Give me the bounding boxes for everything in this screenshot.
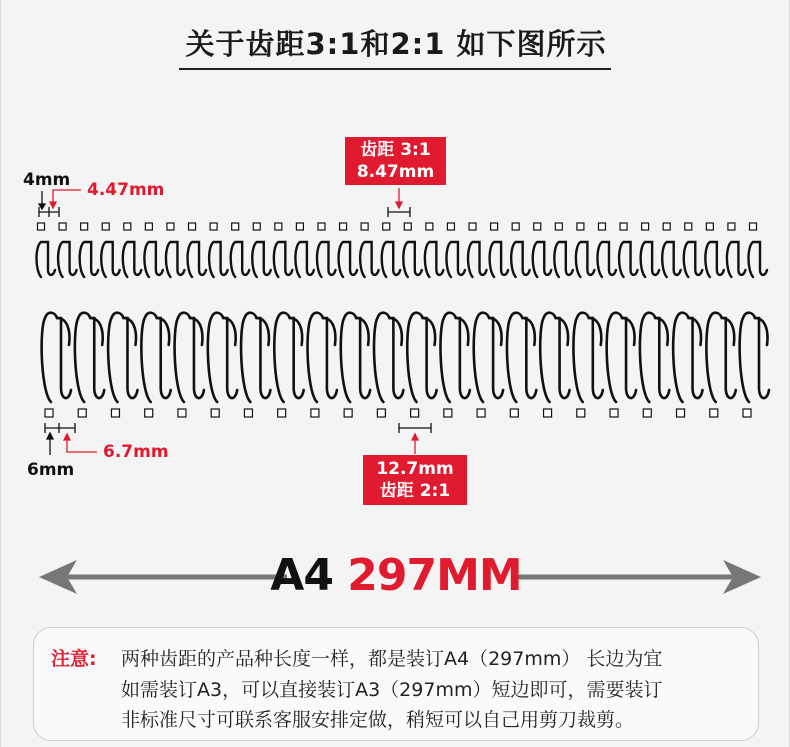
- top-row-wire-loops: [37, 242, 768, 277]
- top-wire-loop: [576, 242, 595, 277]
- top-wire-loop: [231, 242, 250, 277]
- bottom-hole: [145, 409, 153, 417]
- top-wire-loop: [727, 242, 746, 277]
- top-wire-loop: [382, 242, 401, 277]
- bottom-wire-hook: [290, 318, 303, 345]
- top-wire-loop: [144, 242, 163, 277]
- top-hole: [685, 223, 692, 230]
- bottom-hole: [444, 409, 452, 417]
- bottom-wire-hook: [90, 318, 103, 345]
- bottom-wire-hook: [423, 318, 436, 345]
- bottom-hole: [710, 409, 718, 417]
- top-hole: [189, 223, 196, 230]
- top-hole: [59, 223, 66, 230]
- bottom-hole: [311, 409, 319, 417]
- bottom-hole: [577, 409, 585, 417]
- top-wire-loop: [360, 242, 379, 277]
- top-row-holes: [38, 223, 757, 230]
- bottom-wire-hook: [57, 318, 70, 345]
- bottom-wire-hook: [190, 318, 203, 345]
- bottom-hole: [677, 409, 685, 417]
- top-wire-loop: [295, 242, 314, 277]
- top-hole-size-label: 4mm: [23, 170, 71, 190]
- bottom-wire-hook: [323, 318, 336, 345]
- top-wire-loop: [705, 242, 724, 277]
- top-wire-loop: [274, 242, 293, 277]
- top-hole: [469, 223, 476, 230]
- top-hole: [340, 223, 347, 230]
- bottom-pitch-ratio: 齿距 2:1: [379, 481, 451, 501]
- top-wire-loop: [123, 242, 141, 277]
- top-hole: [555, 223, 562, 230]
- top-wire-loop: [533, 242, 552, 277]
- bottom-hole: [477, 409, 485, 417]
- top-wire-loop: [166, 242, 185, 277]
- top-wire-loop: [684, 242, 703, 277]
- bottom-wire-hook: [356, 318, 369, 345]
- note-line-1: 两种齿距的产品种长度一样，都是装订A4（297mm） 长边为宜: [121, 648, 663, 670]
- bottom-wire-hook: [223, 318, 236, 345]
- top-hole: [253, 223, 260, 230]
- top-hole: [447, 223, 454, 230]
- length-caption: [1, 550, 790, 601]
- top-hole: [38, 223, 45, 230]
- top-hole: [728, 223, 735, 230]
- top-hole: [426, 223, 433, 230]
- top-wire-loop: [749, 242, 768, 277]
- top-pitch-ratio: 齿距 3:1: [360, 140, 431, 160]
- top-wire-loop: [511, 242, 530, 277]
- top-hole: [598, 223, 605, 230]
- top-hole: [145, 223, 152, 230]
- bottom-hole: [510, 409, 518, 417]
- bottom-row-wire-loops: [42, 313, 769, 402]
- bottom-row-holes: [45, 409, 751, 417]
- bottom-pitch-box: [363, 455, 467, 505]
- top-hole: [404, 223, 411, 230]
- top-hole: [275, 223, 282, 230]
- bottom-hole: [411, 409, 419, 417]
- top-wire-loop: [339, 242, 358, 277]
- bottom-hole: [45, 409, 53, 417]
- bottom-wire-hook: [589, 318, 602, 345]
- top-hole: [383, 223, 390, 230]
- top-wire-loop: [425, 242, 444, 277]
- note-label: 注意:: [51, 648, 97, 670]
- top-wire-loop: [58, 242, 77, 277]
- bottom-wire-hook: [123, 318, 136, 345]
- top-hole: [642, 223, 649, 230]
- top-wire-loop: [317, 242, 336, 277]
- top-hole: [232, 223, 239, 230]
- bottom-hole: [278, 409, 286, 417]
- top-hole: [124, 223, 131, 230]
- top-wire-loop: [252, 242, 271, 277]
- bottom-pitch-value: 12.7mm: [376, 459, 454, 479]
- top-hole: [296, 223, 303, 230]
- top-gap-size-label: 4.47mm: [87, 180, 165, 200]
- top-wire-loop: [641, 242, 660, 277]
- top-wire-loop: [446, 242, 465, 277]
- bottom-wire-hook: [655, 318, 668, 345]
- bottom-hole-size-label: 6mm: [27, 460, 75, 480]
- bottom-hole: [544, 409, 552, 417]
- note-line-2: 如需装订A3，可以直接装订A3（297mm）短边即可，需要装订: [121, 679, 663, 701]
- bottom-hole: [178, 409, 186, 417]
- bottom-hole: [211, 409, 219, 417]
- top-wire-loop: [619, 242, 638, 277]
- top-hole: [81, 223, 88, 230]
- top-wire-loop: [468, 242, 487, 277]
- bottom-wire-hook: [157, 318, 170, 345]
- top-hole: [534, 223, 541, 230]
- top-wire-loop: [490, 242, 509, 277]
- bottom-hole: [377, 409, 385, 417]
- top-hole: [491, 223, 498, 230]
- bottom-wire-hook: [456, 318, 469, 345]
- length-value: 297MM: [347, 550, 522, 601]
- top-wire-loop: [662, 242, 681, 277]
- top-hole: [577, 223, 584, 230]
- bottom-hole: [244, 409, 252, 417]
- bottom-hole: [610, 409, 618, 417]
- bottom-wire-hook: [522, 318, 535, 345]
- bottom-wire-hook: [256, 318, 268, 345]
- top-wire-loop: [554, 242, 573, 277]
- top-pitch-box: [345, 137, 446, 185]
- note-line-3: 非标准尺寸可联系客服安排定做，稍短可以自己用剪刀裁剪。: [121, 709, 635, 731]
- top-hole: [750, 223, 757, 230]
- top-hole: [210, 223, 217, 230]
- top-wire-loop: [597, 242, 616, 277]
- bottom-wire-hook: [755, 318, 768, 345]
- bottom-hole: [643, 409, 651, 417]
- top-wire-loop: [403, 242, 422, 277]
- top-wire-loop: [37, 242, 56, 277]
- length-prefix: A4: [270, 550, 333, 601]
- bottom-wire-hook: [722, 318, 735, 345]
- top-wire-loop: [101, 242, 120, 277]
- top-hole: [318, 223, 325, 230]
- top-pitch-value: 8.47mm: [356, 162, 435, 182]
- top-wire-loop: [80, 242, 99, 277]
- page-title: 关于齿距3:1和2:1 如下图所示: [185, 27, 607, 61]
- bottom-wire-hook: [622, 318, 635, 345]
- top-wire-loop: [188, 242, 207, 277]
- top-hole: [361, 223, 368, 230]
- top-hole: [167, 223, 174, 230]
- top-hole: [102, 223, 109, 230]
- bottom-hole: [111, 409, 119, 417]
- bottom-wire-hook: [389, 318, 402, 345]
- top-hole: [663, 223, 670, 230]
- bottom-wire-hook: [489, 318, 502, 345]
- bottom-gap-size-label: 6.7mm: [103, 442, 169, 462]
- bottom-hole: [78, 409, 86, 417]
- top-hole: [706, 223, 713, 230]
- bottom-hole: [743, 409, 751, 417]
- bottom-hole: [344, 409, 352, 417]
- top-hole: [620, 223, 627, 230]
- bottom-wire-hook: [556, 318, 569, 345]
- top-hole: [512, 223, 519, 230]
- bottom-wire-hook: [689, 318, 702, 345]
- top-wire-loop: [209, 242, 228, 277]
